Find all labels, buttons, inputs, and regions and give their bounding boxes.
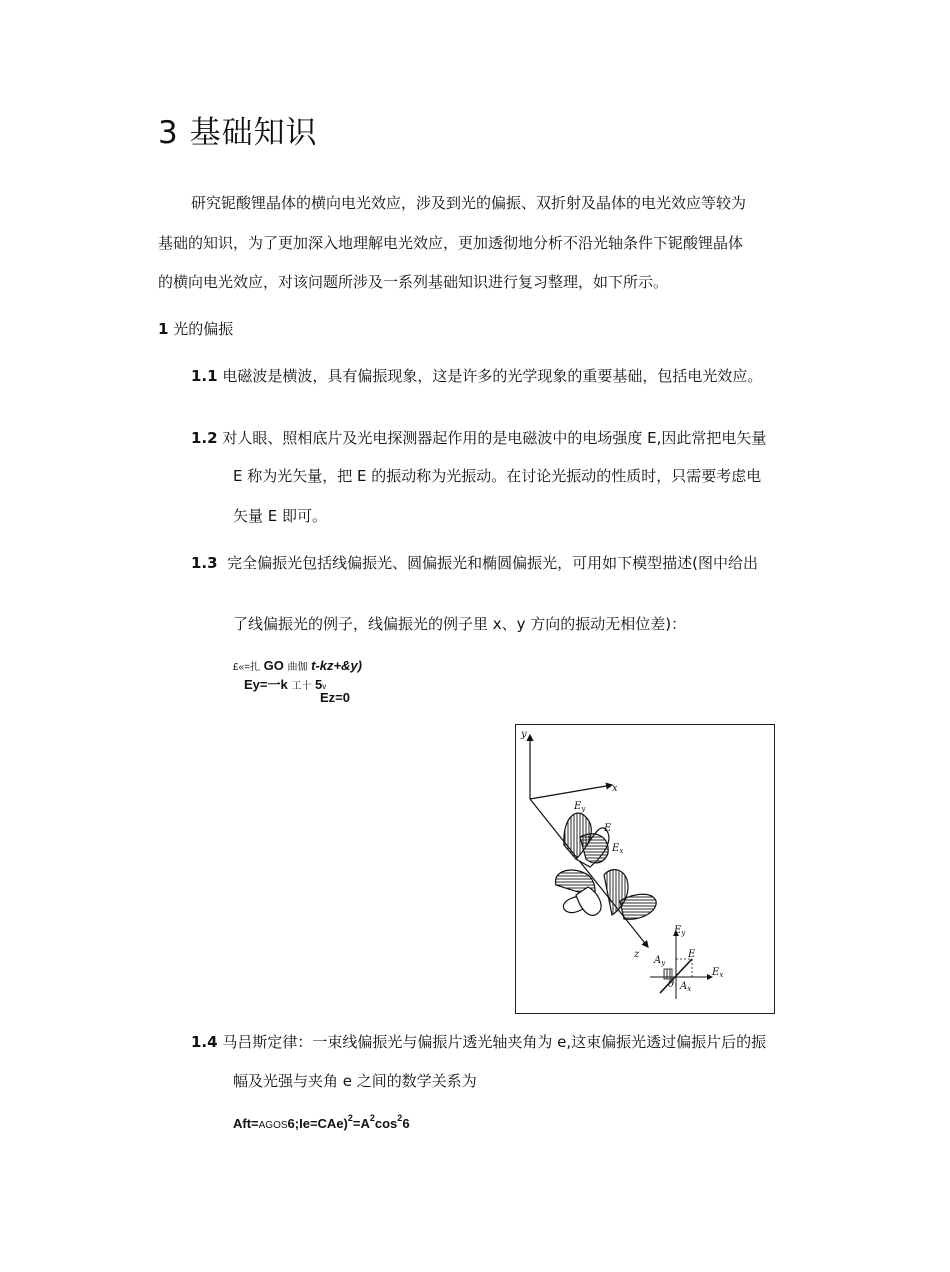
svg-text:Ex: $E_x$ [612,843,624,855]
item-number: 1.3 [191,554,218,572]
item-1-2-line-1 [191,431,766,446]
projection-box [664,969,672,979]
polarization-figure [515,724,775,1014]
section-title: 光的偏振 [173,320,234,338]
item-1-4-line-1 [191,1035,766,1050]
svg-text:E: E [604,823,612,834]
svg-text:y: y [521,729,527,740]
section-number: 1 [158,320,169,338]
malus-formula: $Aft=AGOS6;Ie=CAe)^2=A^2\cos^26$ [233,1113,410,1131]
equation-ez: Ez=0 [320,690,350,705]
svg-text:z: z [634,949,640,960]
intro-line-3: 的横向电光效应，对该问题所涉及一系列基础知识进行复习整理，如下所示。 [158,273,669,291]
svg-text:x: x [612,783,618,794]
item-number: 1.2 [191,429,218,447]
wave-lobe [620,894,656,919]
svg-text:Ex: $E_x$ [712,967,724,979]
equation-ex: £«=扎 GO 曲伽 t-kz+&y) [233,658,363,673]
item-text: 电磁波是横波，具有偏振现象，这是许多的光学现象的重要基础，包括电光效应。 [222,367,763,385]
item-number: 1.1 [191,367,218,385]
item-text: 马吕斯定律：一束线偏振光与偏振片透光轴夹角为 e,这束偏振光透过偏振片后的振 [222,1033,767,1051]
item-1-2-line-2: E 称为光矢量，把 E 的振动称为光振动。在讨论光振动的性质时，只需要考虑电 [233,467,762,485]
item-number: 1.4 [191,1033,218,1051]
svg-text:Ay: $A_y$ [654,955,666,967]
intro-line-1: 研究铌酸锂晶体的横向电光效应，涉及到光的偏振、双折射及晶体的电光效应等较为 [191,194,747,212]
svg-text:Ey: $E_y$ [574,801,586,813]
equation-ey: Ey=一k 工十 5v [244,677,327,692]
item-text: 对人眼、照相底片及光电探测器起作用的是电磁波中的电场强度 E,因此常把电矢量 [222,429,767,447]
section-heading [158,322,233,337]
item-1-4-line-2: 幅及光强与夹角 e 之间的数学关系为 [233,1072,477,1090]
item-1-1 [191,369,762,384]
x-axis [530,785,612,799]
svg-text:Ax: $A_x$ [680,981,692,993]
svg-text:E: E [688,949,696,960]
item-1-3-line-2: 了线偏振光的例子，线偏振光的例子里 x、y 方向的振动无相位差)： [233,615,687,633]
svg-text:Ey: $E_y$ [674,925,686,937]
item-1-3-line-1 [191,556,758,571]
item-1-2-line-3: 矢量 E 即可。 [233,507,328,525]
item-text: 完全偏振光包括线偏振光、圆偏振光和椭圆偏振光，可用如下模型描述(图中给出 [227,554,758,572]
page-title: 3 基础知识 [158,115,318,151]
svg-text:θ: θ [668,979,675,990]
intro-line-2: 基础的知识，为了更加深入地理解电光效应，更加透彻地分析不沿光轴条件下铌酸锂晶体 [158,234,744,252]
polarization-diagram [516,725,774,1013]
